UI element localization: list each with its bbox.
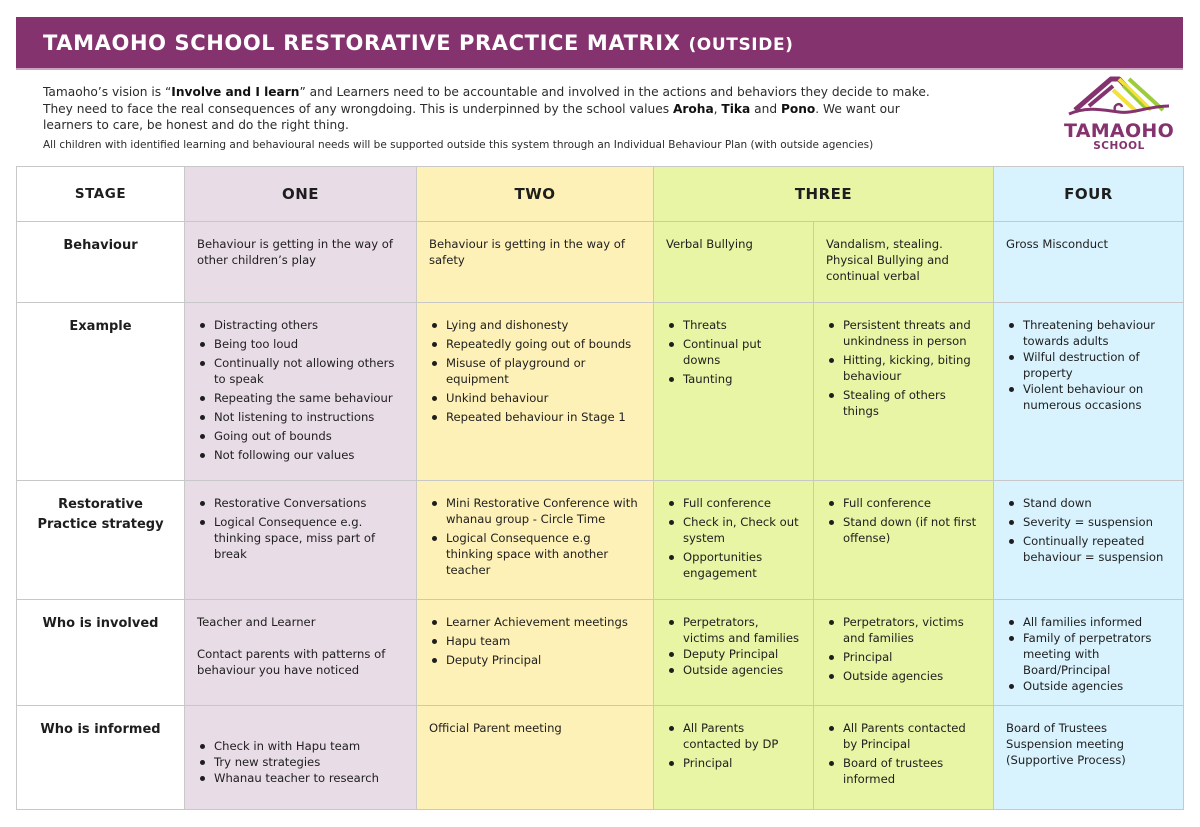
cell-strategy-three-verbal <box>654 481 814 600</box>
list-item: Repeating the same behaviour <box>197 390 404 406</box>
list-item: Logical Consequence e.g. thinking space, miss part of break <box>197 514 404 562</box>
list-item: Stealing of others things <box>826 387 981 419</box>
list-item: Unkind behaviour <box>429 390 641 406</box>
vision-statement <box>43 84 953 134</box>
cell-strategy-one <box>185 481 417 600</box>
list-item: Hapu team <box>429 633 641 649</box>
separator: , <box>713 101 722 116</box>
list-item: Perpetrators, victims and families <box>826 614 981 646</box>
cell-informed-one <box>185 706 417 810</box>
list-item: Whanau teacher to research <box>197 770 404 786</box>
table-row-involved <box>17 600 1184 706</box>
row-label-example: Example <box>17 303 185 481</box>
list-item: Board of trustees informed <box>826 755 981 787</box>
list-item: Principal <box>826 649 981 665</box>
cell-example-four <box>994 303 1184 481</box>
list-item: Logical Consequence e.g thinking space with another teacher <box>429 530 641 578</box>
row-label-line: Practice strategy <box>37 517 164 532</box>
list-item: Deputy Principal <box>429 652 641 668</box>
logo-subtitle: SCHOOL <box>1093 140 1145 152</box>
roof-wave-icon <box>1067 76 1171 120</box>
intro-text: . We want our learners to care, be honest and do the right thing. <box>43 101 900 132</box>
table-row-strategy <box>17 481 1184 600</box>
list-item: Mini Restorative Conference with whanau group - Circle Time <box>429 495 641 527</box>
restorative-practice-matrix <box>16 166 1184 810</box>
list-item: Violent behaviour on numerous occasions <box>1006 381 1171 413</box>
header-stage-two: TWO <box>417 167 654 222</box>
cell-behaviour-four: Gross Misconduct <box>994 222 1184 303</box>
list-item: Taunting <box>666 371 801 387</box>
intro-text: Tamaoho’s vision is “ <box>43 85 172 99</box>
list-item: Continually repeated behaviour = suspension <box>1006 533 1171 565</box>
cell-involved-three-physical <box>814 600 994 706</box>
list-item: Principal <box>666 755 801 771</box>
header-stage: STAGE <box>17 167 185 222</box>
list-item: Wilful destruction of property <box>1006 349 1171 381</box>
cell-behaviour-three-verbal: Verbal Bullying <box>654 222 814 303</box>
cell-informed-four: Board of Trustees Suspension meeting (Supportive Process) <box>994 706 1184 810</box>
list-item: Misuse of playground or equipment <box>429 355 641 387</box>
cell-informed-two: Official Parent meeting <box>417 706 654 810</box>
list-item: Family of perpetrators meeting with Board/Principal <box>1006 630 1171 678</box>
list-item: Persistent threats and unkindness in person <box>826 317 981 349</box>
school-logo <box>1062 76 1176 160</box>
page-title <box>43 31 794 55</box>
list-item: Hitting, kicking, biting behaviour <box>826 352 981 384</box>
logo-name: TAMAOHO <box>1063 120 1175 142</box>
support-note: All children with identified learning and behavioural needs will be supported outside this system through an Individual Behaviour Plan (with outside agencies) <box>43 139 874 151</box>
cell-example-one <box>185 303 417 481</box>
row-label-strategy <box>17 481 185 600</box>
header-stage-one: ONE <box>185 167 417 222</box>
cell-involved-one <box>185 600 417 706</box>
list-item: Check in with Hapu team <box>197 738 404 754</box>
title-main: TAMAOHO SCHOOL RESTORATIVE PRACTICE MATRIX <box>43 30 681 55</box>
list-item: Restorative Conversations <box>197 495 404 511</box>
header-row <box>17 167 1184 222</box>
cell-informed-three-physical <box>814 706 994 810</box>
list-item: Learner Achievement meetings <box>429 614 641 630</box>
list-item: Lying and dishonesty <box>429 317 641 333</box>
list-item: Distracting others <box>197 317 404 333</box>
value-tika: Tika <box>721 101 751 116</box>
cell-behaviour-three-physical: Vandalism, stealing. Physical Bullying and continual verbal <box>814 222 994 303</box>
list-item: Repeatedly going out of bounds <box>429 336 641 352</box>
list-item: Being too loud <box>197 336 404 352</box>
list-item: Full conference <box>826 495 981 511</box>
list-item: Threatening behaviour towards adults <box>1006 317 1171 349</box>
list-item: Opportunities engagement <box>666 549 801 581</box>
title-banner <box>16 17 1183 70</box>
vision-motto: Involve and I learn <box>171 85 300 99</box>
cell-example-three-verbal <box>654 303 814 481</box>
cell-involved-four <box>994 600 1184 706</box>
table-row-example <box>17 303 1184 481</box>
intro-text: ” and Learners need to be accountable and involved in the actions and behaviors they decide to make. They need to face the real consequences of any wrongdoing. This is underpinned by the school values <box>43 85 930 116</box>
list-item: Outside agencies <box>826 668 981 684</box>
list-item: Not listening to instructions <box>197 409 404 425</box>
list-item: All Parents contacted by DP <box>666 720 801 752</box>
list-item: Not following our values <box>197 447 404 463</box>
involved-text: Teacher and Learner <box>197 615 316 629</box>
list-item: Going out of bounds <box>197 428 404 444</box>
row-label-behaviour: Behaviour <box>17 222 185 303</box>
list-item: Continually not allowing others to speak <box>197 355 404 387</box>
value-aroha: Aroha <box>672 101 714 116</box>
value-pono: Pono <box>780 101 816 116</box>
cell-behaviour-two: Behaviour is getting in the way of safety <box>417 222 654 303</box>
separator: and <box>750 101 781 116</box>
list-item: Perpetrators, victims and families <box>666 614 801 646</box>
list-item: Check in, Check out system <box>666 514 801 546</box>
table-row-behaviour <box>17 222 1184 303</box>
cell-involved-two <box>417 600 654 706</box>
list-item: Outside agencies <box>666 662 801 678</box>
cell-example-three-physical <box>814 303 994 481</box>
list-item: All Parents contacted by Principal <box>826 720 981 752</box>
list-item: Stand down <box>1006 495 1171 511</box>
list-item: Try new strategies <box>197 754 404 770</box>
cell-behaviour-one: Behaviour is getting in the way of other children’s play <box>185 222 417 303</box>
list-item: Threats <box>666 317 801 333</box>
cell-strategy-four <box>994 481 1184 600</box>
header-stage-four: FOUR <box>994 167 1184 222</box>
cell-strategy-three-physical <box>814 481 994 600</box>
cell-informed-three-verbal <box>654 706 814 810</box>
list-item: Stand down (if not first offense) <box>826 514 981 546</box>
cell-strategy-two <box>417 481 654 600</box>
list-item: Full conference <box>666 495 801 511</box>
list-item: Continual put downs <box>666 336 801 368</box>
header-stage-three: THREE <box>654 167 994 222</box>
cell-example-two <box>417 303 654 481</box>
cell-involved-three-verbal <box>654 600 814 706</box>
row-label-line: Restorative <box>58 497 143 512</box>
table-row-informed <box>17 706 1184 810</box>
list-item: All families informed <box>1006 614 1171 630</box>
list-item: Deputy Principal <box>666 646 801 662</box>
list-item: Severity = suspension <box>1006 514 1171 530</box>
list-item: Repeated behaviour in Stage 1 <box>429 409 641 425</box>
row-label-informed: Who is informed <box>17 706 185 810</box>
row-label-involved: Who is involved <box>17 600 185 706</box>
involved-text: Contact parents with patterns of behaviour you have noticed <box>197 647 386 677</box>
list-item: Outside agencies <box>1006 678 1171 694</box>
title-suffix: (OUTSIDE) <box>688 34 794 55</box>
